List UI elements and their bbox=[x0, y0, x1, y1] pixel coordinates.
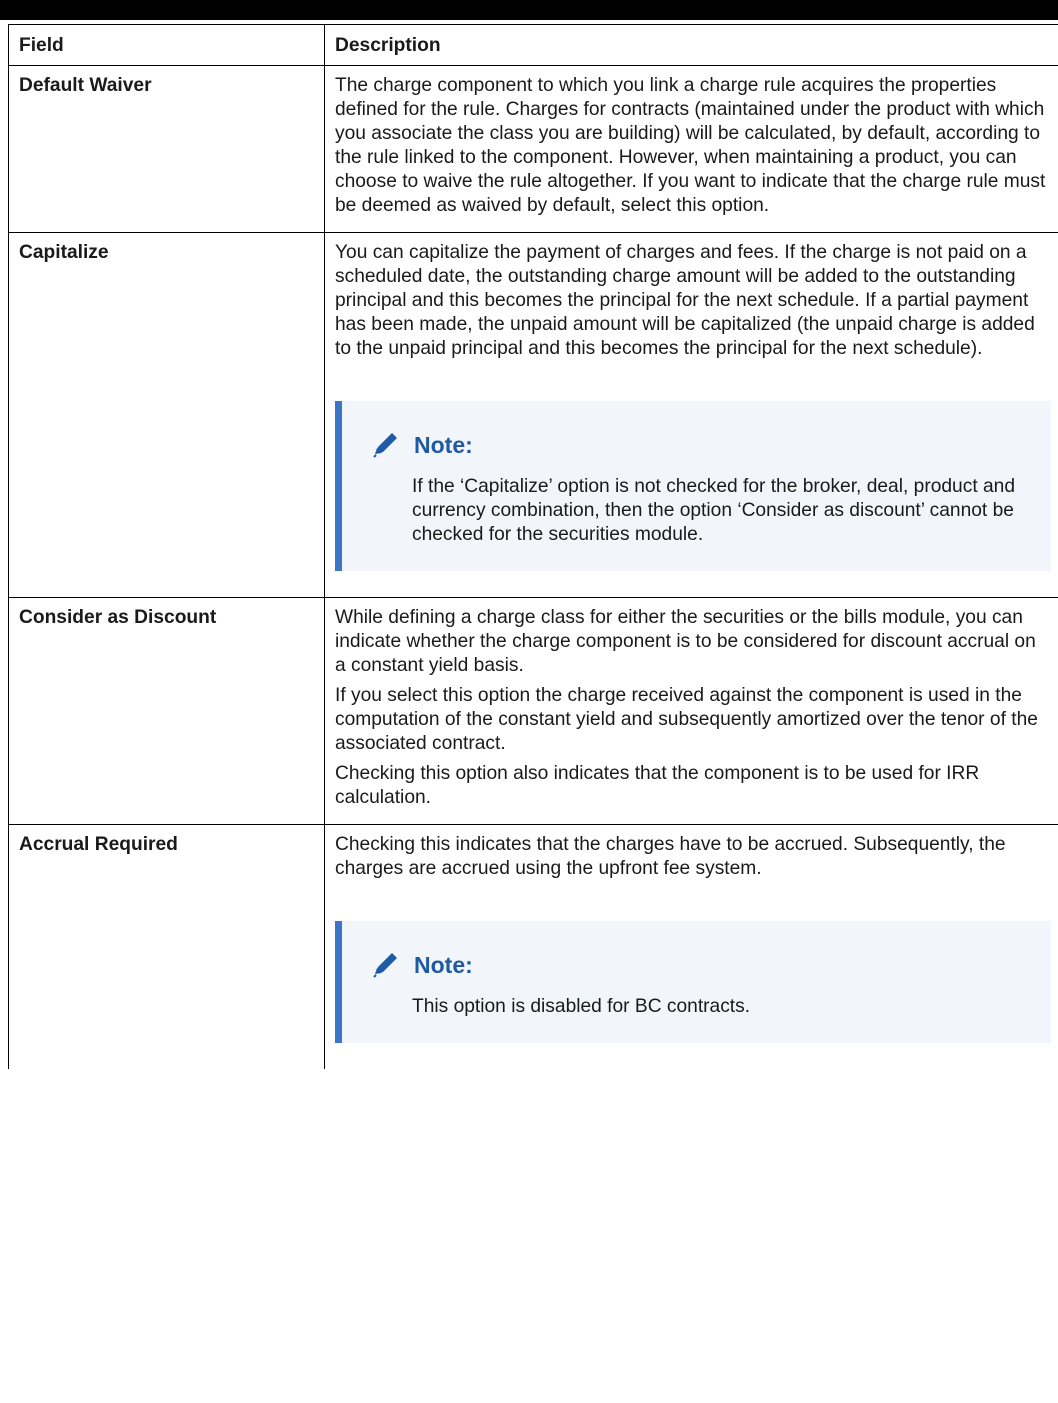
description-paragraph: You can capitalize the payment of charges and fees. If the charge is not paid on a scheduled date, the outstanding charge amount will be added to the outstanding principal and this becomes the principal for the next schedule. If a partial payment has been made, the unpaid amount will be capitalized (the unpaid charge is added to the unpaid principal and this becomes the principal for the next schedule). bbox=[335, 242, 1035, 359]
field-description bbox=[325, 598, 1058, 825]
field-name: Accrual Required bbox=[9, 825, 325, 1070]
field-description bbox=[325, 233, 1058, 598]
note-text: This option is disabled for BC contracts. bbox=[412, 996, 751, 1017]
table-row bbox=[9, 825, 1058, 1070]
table-header-row bbox=[9, 25, 1058, 66]
description-paragraph: The charge component to which you link a charge rule acquires the properties defined for the rule. Charges for contracts (maintained under the product with which you associate the class you are building) will be calculated, by default, according to the rule linked to the component. However, when maintaining a product, you can choose to waive the rule altogether. If you want to indicate that the charge rule must be deemed as waived by default, select this option. bbox=[335, 75, 1046, 216]
field-description bbox=[325, 66, 1058, 233]
pencil-icon bbox=[370, 949, 402, 981]
description-paragraph: While defining a charge class for either the securities or the bills module, you can indicate whether the charge component is to be considered for discount accrual on a constant yield basis. bbox=[335, 607, 1036, 676]
description-paragraph: If you select this option the charge received against the component is used in the computation of the constant yield and subsequently amortized over the tenor of the associated contract. bbox=[335, 685, 1038, 754]
field-description-table bbox=[8, 24, 1058, 1069]
description-paragraph: Checking this indicates that the charges have to be accrued. Subsequently, the charges are accrued using the upfront fee system. bbox=[335, 834, 1006, 879]
note-title: Note: bbox=[414, 432, 473, 458]
note-box bbox=[335, 921, 1051, 1043]
note-header bbox=[370, 429, 1039, 461]
description-paragraph: Checking this option also indicates that the component is to be used for IRR calculation. bbox=[335, 763, 980, 808]
table-row bbox=[9, 598, 1058, 825]
note-title: Note: bbox=[414, 952, 473, 978]
pencil-icon bbox=[370, 429, 402, 461]
field-description bbox=[325, 825, 1058, 1070]
column-header-field: Field bbox=[9, 25, 325, 66]
field-name: Default Waiver bbox=[9, 66, 325, 233]
field-name: Consider as Discount bbox=[9, 598, 325, 825]
header-rule bbox=[0, 0, 1058, 20]
note-header bbox=[370, 949, 1039, 981]
note-box bbox=[335, 401, 1051, 571]
table-row bbox=[9, 233, 1058, 598]
table-row bbox=[9, 66, 1058, 233]
field-name: Capitalize bbox=[9, 233, 325, 598]
note-text: If the ‘Capitalize’ option is not checked for the broker, deal, product and currency combination, then the option ‘Consider as discount’ cannot be checked for the securities module. bbox=[412, 476, 1015, 545]
column-header-description: Description bbox=[325, 25, 1058, 66]
